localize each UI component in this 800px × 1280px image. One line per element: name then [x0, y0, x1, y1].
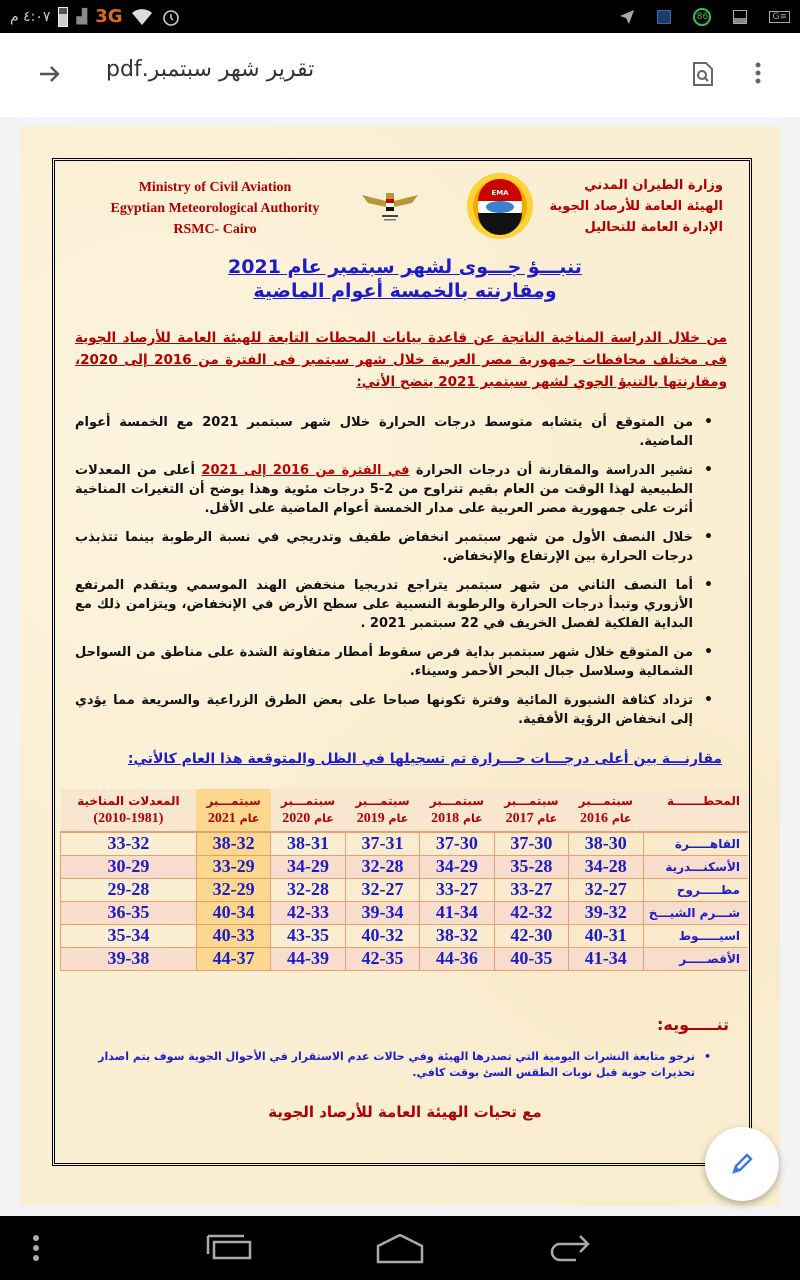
page-border	[52, 158, 752, 1166]
table-row	[61, 855, 749, 878]
temperature-cell: 38-32	[196, 832, 270, 855]
bullet-item: • من المتوقع أن يتشابه متوسط درجات الحرارة خلال شهر سبتمبر 2021 مع الخمسة أعوام الماضية.	[75, 413, 715, 451]
header-2019: سبتمـــبر عام 2019	[345, 789, 419, 832]
temperature-cell: 41-34	[569, 947, 643, 970]
title-line-2: ومقارنته بالخمسة أعوام الماضية	[253, 280, 557, 302]
header-en-line: Ministry of Civil Aviation	[138, 180, 292, 195]
alarm-icon	[161, 7, 181, 27]
temperature-cell: 38-32	[420, 924, 494, 947]
temperature-cell: 37-31	[345, 832, 419, 855]
temperature-cell: 32-28	[271, 878, 345, 901]
status-bar	[0, 0, 800, 33]
header-2018: سبتمـــبر عام 2018	[420, 789, 494, 832]
temperature-cell: 32-27	[569, 878, 643, 901]
comparison-title: مقارنـــة بين أعلى درجـــات حـــرارة تم تسجيلها في الظل والمتوقعة هذا العام كالأتي:	[127, 751, 723, 767]
temperature-cell: 40-32	[345, 924, 419, 947]
header-climate-normals: المعدلات المناخية (2010-1981)	[61, 789, 197, 832]
header-ar-line: الإدارة العامة للتحاليل	[584, 220, 723, 235]
table-row	[61, 832, 749, 855]
header-2020: سبتمـــبر عام 2020	[271, 789, 345, 832]
pdf-viewer[interactable]	[0, 117, 800, 1217]
temperature-cell: 40-33	[196, 924, 270, 947]
temperature-cell: 40-35	[494, 947, 568, 970]
clock-text: ٤:٠٧ م	[10, 8, 51, 25]
temperature-cell: 33-27	[420, 878, 494, 901]
signal-icon: ▟	[76, 8, 88, 25]
station-name: الأسكنـــدرية	[643, 855, 748, 878]
forecast-bullets	[75, 413, 715, 739]
header-english	[95, 177, 335, 240]
header-station: المحطـــــــة	[643, 789, 748, 832]
svg-text:EMA: EMA	[491, 189, 509, 197]
temperature-table	[60, 789, 748, 971]
bullet-item: • من المتوقع خلال شهر سبتمبر بداية فرص سقوط أمطار متفاوتة الشدة على مناطق من السواحل الشمالية وسلاسل جبال البحر الأحمر وسيناء.	[75, 643, 715, 681]
bullet-text: تشير الدراسة والمقارنة أن درجات الحرارة	[409, 463, 693, 478]
temperature-cell: 41-34	[420, 901, 494, 924]
temperature-cell: 36-35	[61, 901, 197, 924]
station-name: شـــرم الشيـــخ	[643, 901, 748, 924]
title-line-1: تنبـــؤ جـــوى لشهر سبتمبر عام 2021	[228, 256, 582, 278]
more-options-icon[interactable]	[754, 61, 762, 91]
temperature-cell: 35-28	[494, 855, 568, 878]
bullet-item: • خلال النصف الأول من شهر سبتمبر انخفاض طفيف وتدريجي في نسبة الرطوبة بينما تتذبذب درجات الحرارة بين الإرتفاع والإنخفاض.	[75, 528, 715, 566]
temperature-cell: 39-34	[345, 901, 419, 924]
temperature-cell: 30-29	[61, 855, 197, 878]
temperature-cell: 42-33	[271, 901, 345, 924]
temperature-cell: 34-28	[569, 855, 643, 878]
temperature-cell: 40-31	[569, 924, 643, 947]
temperature-cell: 33-29	[196, 855, 270, 878]
menu-dots-icon[interactable]	[32, 1234, 40, 1266]
temperature-cell: 39-38	[61, 947, 197, 970]
temperature-cell: 34-29	[271, 855, 345, 878]
note-text: • نرجو متابعة النشرات اليومية التي تصدرها الهيئة وفي حالات عدم الاستقرار في الأحوال الجوية سوف يتم اصدار تحذيرات جوية قبل نوبات الطقس السئ بوقت كافي.	[75, 1049, 715, 1081]
pdf-page	[20, 126, 780, 1206]
table-row	[61, 947, 749, 970]
edit-pencil-icon	[729, 1151, 755, 1177]
station-name: الأقصـــــر	[643, 947, 748, 970]
recent-apps-icon[interactable]	[206, 1234, 252, 1264]
telegram-icon	[619, 9, 635, 25]
temperature-cell: 42-30	[494, 924, 568, 947]
report-title	[55, 255, 755, 303]
home-icon[interactable]	[376, 1234, 424, 1268]
intro-paragraph: من خلال الدراسة المناخية الناتجة عن قاعدة بيانات المحطات التابعة للهيئة العامة للأرصاد الجوية فى مختلف محافظات جمهورية مصر العربية خلال شهر سبتمبر فى الفترة من 2016 إلى 2020، ومقارنتها بالتنبؤ الجوي لشهر سبتمبر 2021 يتضح الأتي:	[75, 330, 727, 390]
note-title: تنـــــويه:	[656, 1015, 729, 1034]
bullet-item: • أما النصف الثاني من شهر سبتمبر يتراجع تدريجيا منخفض الهند الموسمي ويتقدم المرتفع الأزوري وتبدأ درجات الحرارة والرطوبة النسبية على سطح الأرض في الإنخفاض، ويتزامن ذلك مع البداية الفلكية لفصل الخريف في 22 سبتمبر 2021 .	[75, 576, 715, 633]
temperature-cell: 43-35	[271, 924, 345, 947]
header-ar-line: الهيئة العامة للأرصاد الجوية	[549, 199, 723, 214]
app-notification-icon	[657, 10, 671, 24]
document-title: تقرير شهر سبتمبر.pdf	[106, 57, 315, 82]
navigation-bar	[0, 1216, 800, 1280]
edit-fab-button[interactable]	[705, 1127, 779, 1201]
bullet-text: أعلى من المعدلات الطبيعية لهذا الوقت من العام بقيم تتراوح من 2-5 درجات مئوية وهذا يوضح أن التغيرات المناخية أثرت على جمهورية مصر العربية على مدار الخمسة أعوام الماضية على الأقل.	[75, 463, 693, 516]
civil-aviation-logo	[360, 185, 420, 225]
table-row	[61, 901, 749, 924]
temperature-cell: 40-34	[196, 901, 270, 924]
temperature-cell: 42-35	[345, 947, 419, 970]
temperature-cell: 35-34	[61, 924, 197, 947]
temperature-cell: 32-29	[196, 878, 270, 901]
back-icon[interactable]	[548, 1234, 594, 1266]
temperature-cell: 39-32	[569, 901, 643, 924]
app-bar	[0, 33, 800, 117]
temperature-cell: 29-28	[61, 878, 197, 901]
wifi-icon	[131, 8, 153, 26]
temperature-cell: 42-32	[494, 901, 568, 924]
temperature-cell: 32-27	[345, 878, 419, 901]
battery-icon	[58, 7, 68, 27]
temperature-cell: 44-39	[271, 947, 345, 970]
find-in-document-icon[interactable]	[692, 61, 714, 93]
temperature-cell: 38-30	[569, 832, 643, 855]
header-2021: سبتمـــبر عام 2021	[196, 789, 270, 832]
network-type: 3G	[95, 6, 123, 27]
table-row	[61, 924, 749, 947]
table-row	[61, 878, 749, 901]
image-icon	[733, 10, 747, 24]
closing-regards: مع تحيات الهيئة العامة للأرصاد الجوية	[268, 1103, 542, 1121]
header-en-line: RSMC- Cairo	[173, 222, 257, 237]
temperature-cell: 33-27	[494, 878, 568, 901]
header-arabic	[483, 175, 723, 238]
temperature-cell: 37-30	[420, 832, 494, 855]
station-name: القاهـــــرة	[643, 832, 748, 855]
table-header-row	[61, 789, 749, 832]
temperature-cell: 37-30	[494, 832, 568, 855]
bullet-item: • تزداد كثافة الشبورة المائية وفترة تكونها صباحا على بعض الطرق الزراعية والسريعة مما يؤدي إلى انخفاض الرؤية الأفقية.	[75, 691, 715, 729]
notification-count-badge: 86	[693, 8, 711, 26]
translate-icon: G≡	[769, 11, 790, 23]
temperature-cell: 32-28	[345, 855, 419, 878]
station-name: اسيـــــوط	[643, 924, 748, 947]
temperature-cell: 44-37	[196, 947, 270, 970]
header-2017: سبتمـــبر عام 2017	[494, 789, 568, 832]
header-2016: سبتمـــبر عام 2016	[569, 789, 643, 832]
temperature-cell: 44-36	[420, 947, 494, 970]
back-arrow-icon[interactable]	[36, 61, 62, 93]
bullet-item	[75, 461, 715, 518]
highlighted-period: في الفترة من 2016 إلى 2021	[201, 463, 410, 478]
header-en-line: Egyptian Meteorological Authority	[110, 201, 320, 216]
temperature-cell: 38-31	[271, 832, 345, 855]
header-ar-line: وزارة الطيران المدني	[584, 178, 723, 193]
temperature-cell: 34-29	[420, 855, 494, 878]
temperature-cell: 33-32	[61, 832, 197, 855]
station-name: مطـــــروح	[643, 878, 748, 901]
